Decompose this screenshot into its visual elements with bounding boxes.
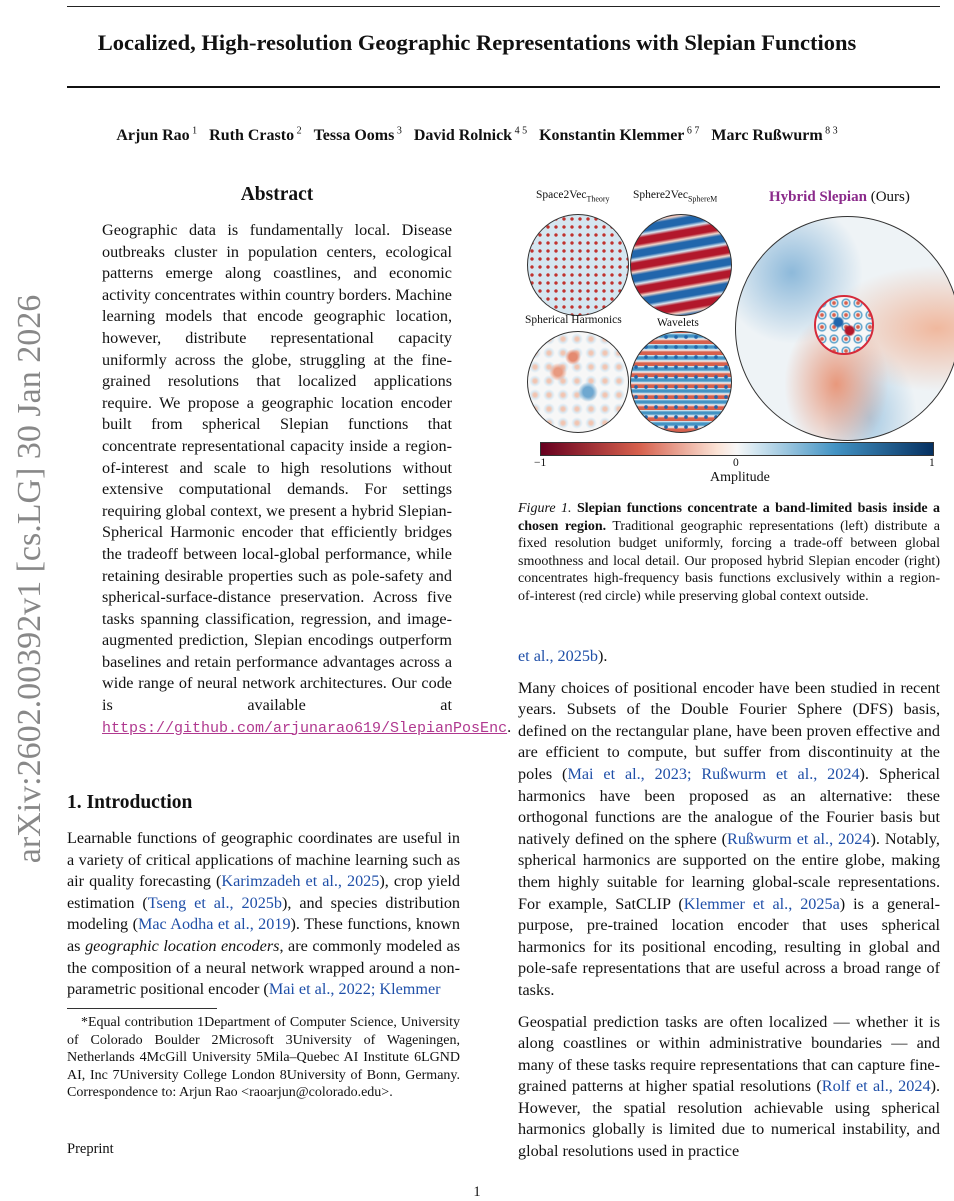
section-heading-introduction: 1. Introduction xyxy=(67,792,193,813)
paper-title: Localized, High-resolution Geographic Representations with Slepian Functions xyxy=(97,30,857,55)
citation-link[interactable]: Karimzadeh et al., 2025 xyxy=(221,872,380,891)
author-name: David Rolnick xyxy=(413,127,513,145)
author-affiliation: 2 xyxy=(294,126,302,137)
label-wavelets: Wavelets xyxy=(657,317,699,329)
region-of-interest-circle xyxy=(814,295,874,355)
citation-link[interactable]: Rolf et al., 2024 xyxy=(821,1077,931,1096)
paragraph-localized xyxy=(518,1012,940,1163)
label-spherical-harmonics: Spherical Harmonics xyxy=(525,314,622,326)
title-rule xyxy=(67,86,940,88)
abstract-text xyxy=(102,220,512,739)
author xyxy=(539,127,699,144)
arxiv-watermark: arXiv:2602.00392v1 [cs.LG] 30 Jan 2026 xyxy=(11,294,48,864)
label-sphere2vec: Sphere2Vec$_{SphereM}$ xyxy=(633,189,718,204)
author xyxy=(209,127,301,144)
text-segment: ) is a general-purpose, pre-trained location encoder that uses spherical harmonics for its positional encoding, resulting in global and pole-safe representations that are useful across a broad range of tasks. xyxy=(518,894,940,999)
globe-sphere2vec xyxy=(630,214,732,316)
colorbar-mid: 0 xyxy=(733,457,739,469)
preprint-label: Preprint xyxy=(67,1141,114,1157)
author-affiliation: 3 xyxy=(394,126,402,137)
abstract-heading: Abstract xyxy=(240,184,314,205)
citation-link[interactable]: et al., 2025b xyxy=(518,647,599,665)
intro-paragraph xyxy=(67,828,460,1001)
citation-link[interactable]: Mac Aodha et al., 2019 xyxy=(137,915,291,934)
footnote-rule xyxy=(67,1008,217,1009)
author xyxy=(116,127,197,144)
citation-link[interactable]: Rußwurm et al., 2024 xyxy=(727,829,871,848)
caption-text: Traditional geographic representations (left) distribute a fixed resolution budget uniformly, forcing a trade-off between global smoothness and local detail. Our proposed hybrid Slepian encoder (right) concentrates high-frequency basis functions exclusively within a region-of-interest (red circle) while preserving global context outside. xyxy=(518,518,940,604)
author-affiliation: 8 3 xyxy=(822,126,838,137)
text-segment: Many choices of positional encoder have been studied in recent years. Subsets of the Double Fourier Sphere (DFS) basis, defined on the rectangular plane, have been proven effective and are efficient to compute, but suffer from discontinuity at the poles ( xyxy=(518,678,940,783)
citation-link[interactable]: Tseng et al., 2025b xyxy=(147,893,282,912)
text-segment: ), crop yield estimation ( xyxy=(67,872,460,912)
emphasis-text: geographic location encoders xyxy=(85,936,280,955)
citation-link[interactable]: Mai et al., 2023; Rußwurm et al., 2024 xyxy=(567,764,860,783)
globe-space2vec xyxy=(527,214,629,316)
author-name: Marc Rußwurm xyxy=(711,127,823,145)
colorbar-max: 1 xyxy=(929,457,935,469)
author xyxy=(414,127,527,144)
text-segment: Learnable functions of geographic coordinates are useful in a variety of critical applications of machine learning such as air quality forecasting ( xyxy=(67,829,460,891)
author-name: Konstantin Klemmer xyxy=(539,127,685,145)
text-segment: ). These functions, known as xyxy=(67,915,460,955)
text-segment: ). Spherical harmonics have been proposed as an alternative: these orthogonal functions are the analogue of the Fourier basis but natively defined on the sphere ( xyxy=(518,764,940,848)
author-affiliation: 1 xyxy=(189,126,198,137)
text-segment: , are commonly modeled as the composition of a neural network wrapped around a non-parametric positional encoder ( xyxy=(67,936,461,999)
author-name: Tessa Ooms xyxy=(313,127,395,145)
colorbar-label: Amplitude xyxy=(710,470,770,485)
text-segment: ). xyxy=(598,647,608,665)
figure-caption xyxy=(518,500,940,606)
globe-spherical-harmonics xyxy=(527,331,629,433)
caption-bold: Slepian functions concentrate a band-limited basis inside a chosen region. xyxy=(518,501,941,534)
author-name: Ruth Crasto xyxy=(209,127,295,145)
author-affiliation: 4 5 xyxy=(512,126,528,137)
code-url-link[interactable]: https://github.com/arjunarao619/SlepianPosEnc xyxy=(102,719,508,737)
label-hybrid: Hybrid Slepian (Ours) xyxy=(769,189,910,205)
caption-label: Figure 1. xyxy=(518,501,572,516)
author-name: Arjun Rao xyxy=(116,127,190,145)
author-list xyxy=(0,126,954,145)
text-segment: Geographic data is fundamentally local. Disease outbreaks cluster in population centers, ecological patterns emerge along coastlines, and economic activity concentrates within country borders. Machine learning models that encode geographic location, however, distribute representational capacity uniformly across the globe, struggling at the fine-grained resolutions that localized applications require. We propose a geographic location encoder built from spherical Slepian functions that concentrate representational capacity inside a region-of-interest and scale to high resolutions without extensive computational demands. For settings requiring global context, we present a hybrid Slepian-Spherical Harmonic encoder that efficiently bridges the tradeoff between local-global performance, while retaining desirable properties such as pole-safety and spherical-surface-distance preservation. Across five tasks spanning classification, regression, and image-augmented prediction, Slepian encodings outperform baselines and retain performance advantages across a wide range of neural network architectures. Our code is available at xyxy=(102,221,452,715)
figure-1 xyxy=(520,184,950,484)
paragraph-encoders xyxy=(518,678,940,1002)
author xyxy=(711,127,837,144)
citation-link[interactable]: Klemmer et al., 2025a xyxy=(683,894,840,913)
text-segment: Geospatial prediction tasks are often localized — whether it is along coastlines or within administrative boundaries — and many of these tasks require representations that can capture fine-grained patterns at higher spatial resolutions ( xyxy=(518,1012,940,1096)
top-rule xyxy=(67,6,940,7)
continued-citation xyxy=(518,646,940,668)
author xyxy=(314,127,402,144)
text-segment: ). However, the spatial resolution achievable using spherical harmonics globally is limited due to numerical instability, and global resolutions used in practice xyxy=(518,1077,940,1161)
text-segment: . xyxy=(507,717,512,736)
colorbar xyxy=(540,442,934,456)
text-segment: ). Notably, spherical harmonics are supported on the entire globe, making them highly suitable for learning global-scale representations. For example, SatCLIP ( xyxy=(518,829,940,913)
text-segment: ), and species distribution modeling ( xyxy=(67,893,461,934)
colorbar-min: −1 xyxy=(534,457,547,469)
label-space2vec: Space2Vec$_{Theory}$ xyxy=(536,189,610,204)
globe-hybrid-slepian xyxy=(735,216,954,441)
page-number: 1 xyxy=(473,1184,481,1200)
citation-link[interactable]: Mai et al., 2022; Klemmer xyxy=(268,980,441,999)
footnote: *Equal contribution 1Department of Computer Science, University of Colorado Boulder 2Microsoft 3University of Wageningen, Netherlands 4McGill University 5Mila–Quebec AI Institute 6LGND AI, Inc 7University College London 8University of Bonn, Germany. Correspondence to: Arjun Rao <raoarjun@colorado.edu>. xyxy=(67,1015,460,1101)
globe-wavelets xyxy=(630,331,732,433)
author-affiliation: 6 7 xyxy=(684,126,700,137)
abstract xyxy=(102,184,512,739)
